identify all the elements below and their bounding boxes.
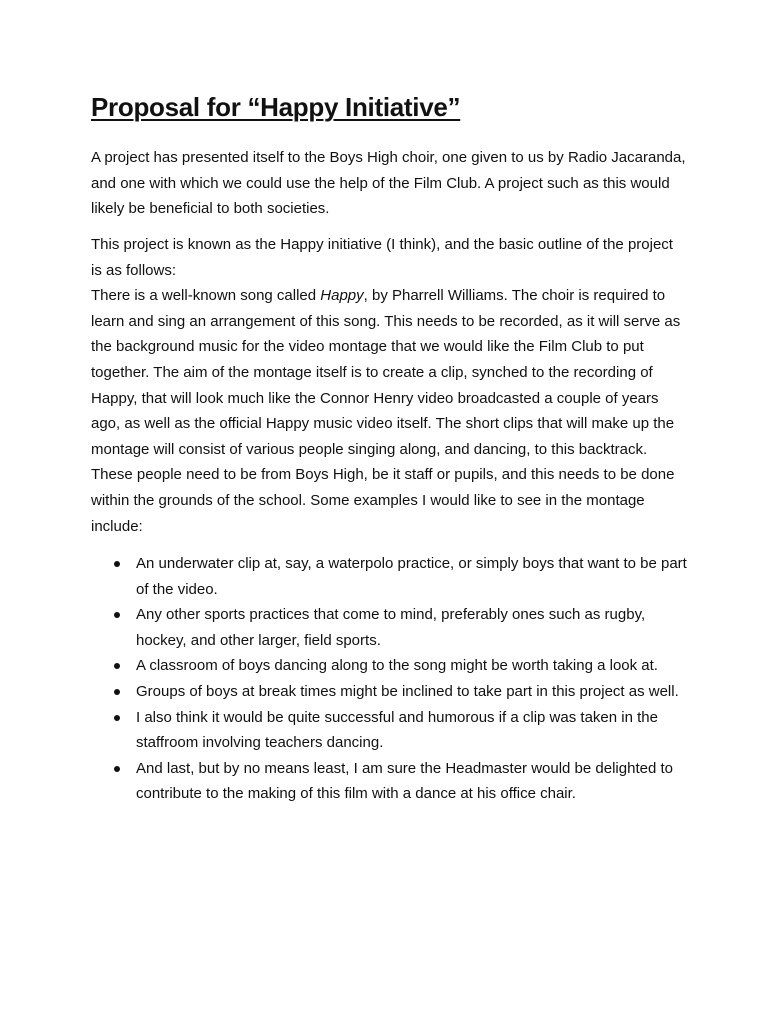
intro-paragraph: A project has presented itself to the Boys High choir, one given to us by Radio Jacaranda, and one with which we could use the help of the Film Club. A project such as this would likely be beneficial to both societies. [91,149,686,218]
bullet-icon [114,663,120,669]
outline-paragraph: This project is known as the Happy initiative (I think), and the basic outline of the project is as follows: [91,235,673,279]
bullet-icon [114,766,120,772]
document-page [91,92,687,807]
list-item [91,602,687,653]
list-item-text: Groups of boys at break times might be inclined to take part in this project as well. [136,683,679,701]
list-item-text: An underwater clip at, say, a waterpolo practice, or simply boys that want to be part of the video. [136,555,687,598]
bullet-icon [114,612,120,618]
list-item [91,705,687,756]
description-paragraph [91,283,687,539]
list-item-text: I also think it would be quite successful and humorous if a clip was taken in the staffroom involving teachers dancing. [136,708,658,752]
list-item-text: And last, but by no means least, I am sure the Headmaster would be delighted to contribute to the making of this film with a dance at his office chair. [136,759,673,803]
description-text-end: , by Pharrell Williams. The choir is required to learn and sing an arrangement of this song. This needs to be recorded, as it will serve as the background music for the video montage that we would like the Film Club to put together. The aim of the montage itself is to create a clip, synched to the recording of Happy, that will look much like the Connor Henry video broadcasted a couple of years ago, as well as the official Happy music video itself. The short clips that will make up the montage will consist of various people singing along, and dancing, to this backtrack. These people need to be from Boys High, be it staff or pupils, and this needs to be done within the grounds of the school. Some examples I would like to see in the montage include: [91,287,681,535]
list-item-text: A classroom of boys dancing along to the song might be worth taking a look at. [136,657,658,675]
list-item-text: Any other sports practices that come to mind, preferably ones such as rugby, hockey, and other larger, field sports. [136,606,646,649]
list-item [91,679,687,705]
list-item [91,551,687,602]
song-title: Happy [320,287,364,305]
description-text-start: There is a well-known song called [91,287,321,305]
list-item [91,653,687,679]
document-title: Proposal for “Happy Initiative” [91,92,461,122]
examples-list [91,551,687,807]
bullet-icon [114,689,120,695]
bullet-icon [114,715,120,721]
list-item [91,756,687,807]
bullet-icon [114,561,120,567]
